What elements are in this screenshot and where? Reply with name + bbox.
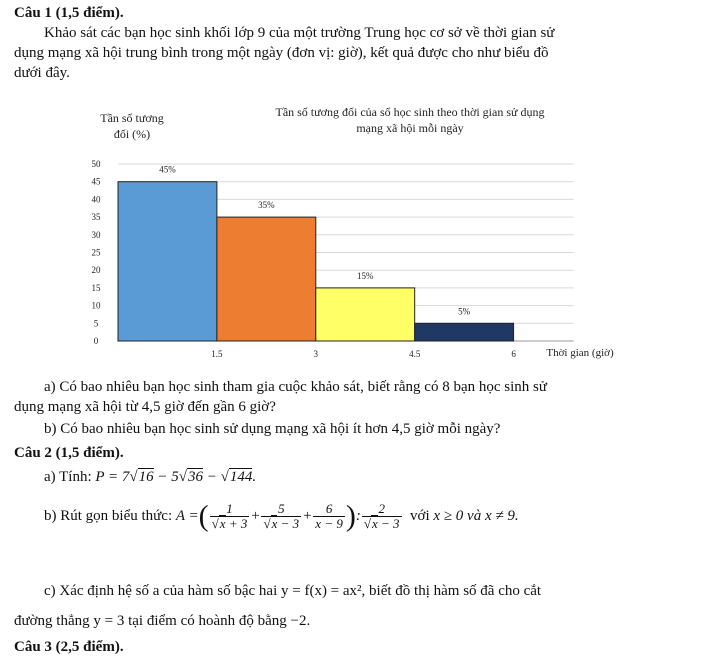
histogram-bar [217,217,316,341]
y-tick-label: 30 [91,229,101,240]
x-axis-label: Thời gian (giờ) [546,347,614,359]
x-tick-label: 1.5 [211,349,223,359]
q1-intro-line3: dưới đây. [14,65,70,81]
y-tick-label: 5 [93,318,99,329]
x-tick-label: 3 [313,349,319,359]
y-tick-label: 25 [91,247,101,258]
relative-frequency-histogram [80,96,640,376]
q2-part-a-prefix: a) Tính: [44,469,92,485]
q1-heading: Câu 1 (1,5 điểm). [14,5,124,21]
bar-value-label: 5% [458,306,471,317]
bar-value-label: 15% [356,270,374,281]
histogram-bar [118,182,217,341]
q1-part-a-line2: dụng mạng xã hội từ 4,5 giờ đến gần 6 giờ? [14,399,276,415]
q2-part-b-condition: x ≥ 0 và x ≠ 9. [433,508,519,524]
bar-value-label: 45% [159,164,176,175]
y-tick-label: 15 [91,282,101,293]
y-tick-label: 0 [93,336,99,346]
histogram-bar [415,323,514,341]
chart-title-line1: Tần số tương đối của số học sinh theo thời gian sử dụng [275,105,545,119]
y-tick-label: 45 [91,176,101,187]
q2-part-c-line1: c) Xác định hệ số a của hàm số bậc hai y = f(x) = ax², biết đồ thị hàm số đã cho cắt [44,583,542,599]
q2-part-b [44,498,519,534]
y-tick-label: 50 [91,159,101,169]
y-axis-label-line1: Tần số tương [100,111,164,125]
q2-part-b-prefix: b) Rút gọn biểu thức: [44,508,173,524]
bars [118,182,514,341]
q2-part-a [44,468,256,486]
q3-heading: Câu 3 (2,5 điểm). [14,639,124,655]
y-tick-label: 20 [91,265,101,276]
histogram-bar [316,288,415,341]
q2-part-b-expression: A =( $\frac{1}{√x + 3}$ + $\frac{5}{√x - 3}$ + $\frac{6}{x - 9}$ ): $\frac{2}{√x - 3}$ [175,499,400,533]
q2-heading: Câu 2 (1,5 điểm). [14,445,124,461]
q1-part-a-line1: a) Có bao nhiêu bạn học sinh tham gia cuộc khảo sát, biết rằng có 8 bạn học sinh sử [44,379,548,395]
q2-part-b-cond-word: với [410,508,430,524]
q1-intro-line1: Khảo sát các bạn học sinh khối lớp 9 của một trường Trung học cơ sở về thời gian sử [44,25,555,41]
chart-title-line2: mạng xã hội mỗi ngày [356,121,464,135]
y-tick-label: 40 [91,194,101,205]
x-tick-label: 4.5 [409,349,421,359]
y-tick-label: 35 [91,212,101,223]
y-tick-label: 10 [91,300,101,311]
x-tick-label: 6 [511,349,516,359]
bar-value-label: 35% [258,200,275,211]
q2-part-c-line2: đường thẳng y = 3 tại điểm có hoành độ bằng −2. [14,613,311,629]
q1-part-b: b) Có bao nhiêu bạn học sinh sử dụng mạng xã hội ít hơn 4,5 giờ mỗi ngày? [44,421,501,437]
y-axis-label-line2: đối (%) [113,127,151,141]
q2-part-a-expression: P = 7√16 − 5√36 − √144. [95,469,257,485]
q1-intro-line2: dụng mạng xã hội trung bình trong một ngày (đơn vị: giờ), kết quả được cho như biểu đồ [14,45,549,61]
